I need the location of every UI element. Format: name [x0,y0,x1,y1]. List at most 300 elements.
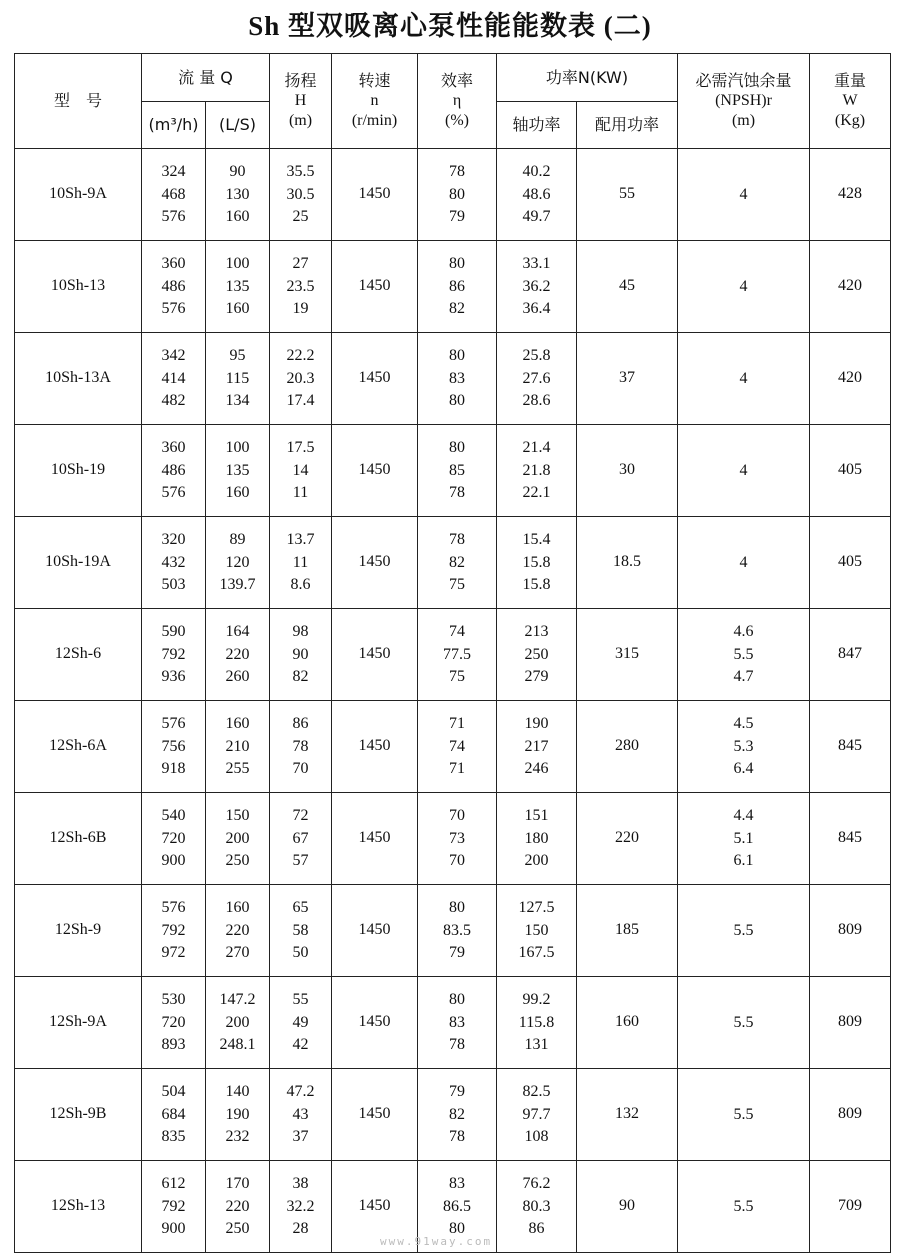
cell-flow-ls-value: 160 [225,300,250,318]
header-efficiency [418,54,497,149]
cell-weight: 845 [810,701,891,793]
cell-npsh [678,333,810,425]
cell-rated-power: 132 [577,1069,678,1161]
cell-shaft-power-value: 180 [524,829,549,847]
cell-rated-power: 185 [577,885,678,977]
cell-speed: 1450 [332,241,418,333]
cell-efficiency-value: 70 [449,807,465,825]
cell-rated-power: 280 [577,701,678,793]
cell-flow-ls-value: 130 [225,185,250,203]
cell-head-value: 20.3 [286,369,315,387]
cell-head-value: 67 [292,829,309,847]
cell-shaft-power [497,425,577,517]
header-weight-label: 重量 [834,71,867,90]
cell-npsh [678,149,810,241]
cell-head-value: 42 [292,1036,309,1054]
cell-efficiency [418,1069,497,1161]
cell-flow-ls-value: 160 [225,899,250,917]
cell-shaft-power-value: 200 [524,852,549,870]
cell-head-value: 49 [292,1013,309,1031]
cell-shaft-power-value: 150 [524,921,549,939]
cell-flow-m3h-value: 320 [161,531,186,549]
cell-efficiency-value: 79 [449,944,465,962]
cell-efficiency-value: 80 [449,439,465,457]
cell-efficiency-value: 71 [449,760,465,778]
cell-efficiency-value: 80 [449,392,465,410]
cell-shaft-power [497,1069,577,1161]
cell-speed: 1450 [332,609,418,701]
cell-npsh-value: 6.1 [733,852,754,870]
table-row [15,241,891,333]
cell-shaft-power-value: 86 [528,1220,545,1238]
cell-flow-ls [206,1161,270,1253]
cell-flow-m3h-value: 792 [161,921,186,939]
cell-efficiency-value: 83 [449,1013,465,1031]
cell-shaft-power-value: 80.3 [522,1197,551,1215]
cell-rated-power: 30 [577,425,678,517]
cell-npsh-value: 4 [739,185,748,203]
cell-efficiency [418,425,497,517]
cell-rated-power: 37 [577,333,678,425]
cell-npsh [678,1161,810,1253]
cell-shaft-power-value: 15.8 [522,553,551,571]
cell-efficiency-value: 80 [449,255,465,273]
cell-flow-ls-value: 190 [225,1105,250,1123]
header-head [270,54,332,149]
cell-flow-ls-value: 139.7 [219,576,256,594]
cell-weight: 405 [810,517,891,609]
cell-rated-power: 315 [577,609,678,701]
cell-flow-m3h [142,333,206,425]
cell-shaft-power-value: 49.7 [522,208,551,226]
cell-shaft-power-value: 279 [524,668,549,686]
cell-flow-ls-value: 95 [229,347,246,365]
cell-npsh-value: 4 [739,461,748,479]
cell-npsh [678,1069,810,1161]
cell-npsh [678,701,810,793]
cell-flow-ls-value: 260 [225,668,250,686]
cell-efficiency-value: 80 [449,1220,465,1238]
header-flow-unit-m3h: (m³/h) [142,102,206,149]
cell-flow-m3h-value: 936 [161,668,186,686]
cell-flow-m3h-value: 612 [161,1175,186,1193]
cell-shaft-power-value: 131 [524,1036,549,1054]
cell-flow-ls-value: 248.1 [219,1036,256,1054]
cell-shaft-power-value: 115.8 [518,1013,555,1031]
cell-shaft-power [497,1161,577,1253]
header-flow-unit-ls: (L/S) [206,102,270,149]
cell-efficiency-value: 80 [449,185,465,203]
cell-flow-m3h-value: 590 [161,623,186,641]
cell-flow-m3h-value: 893 [161,1036,186,1054]
cell-efficiency-value: 82 [449,300,465,318]
cell-head-value: 30.5 [286,185,315,203]
header-weight-unit: (Kg) [834,112,866,129]
cell-flow-m3h-value: 918 [161,760,186,778]
cell-speed: 1450 [332,333,418,425]
watermark: www.91way.com [380,1235,493,1248]
cell-efficiency-value: 75 [449,668,465,686]
cell-head-value: 38 [292,1175,309,1193]
cell-shaft-power-value: 21.8 [522,461,551,479]
header-flow: 流 量 Q [142,54,270,102]
cell-model: 12Sh-13 [15,1161,142,1253]
cell-head-value: 50 [292,944,309,962]
table-row [15,517,891,609]
cell-npsh-value: 5.1 [733,829,754,847]
cell-npsh [678,885,810,977]
cell-efficiency [418,885,497,977]
cell-shaft-power [497,333,577,425]
table-row [15,1069,891,1161]
cell-speed: 1450 [332,977,418,1069]
table-row [15,609,891,701]
cell-flow-m3h-value: 576 [161,899,186,917]
cell-flow-m3h [142,517,206,609]
cell-head [270,609,332,701]
cell-shaft-power [497,609,577,701]
cell-efficiency [418,517,497,609]
cell-model: 12Sh-6A [15,701,142,793]
cell-efficiency-value: 78 [449,531,465,549]
cell-head-value: 8.6 [290,576,311,594]
cell-shaft-power-value: 151 [524,807,549,825]
cell-head-value: 65 [292,899,309,917]
header-npsh [678,54,810,149]
cell-flow-m3h-value: 486 [161,461,186,479]
cell-model: 10Sh-19 [15,425,142,517]
cell-flow-ls-value: 135 [225,461,250,479]
cell-efficiency [418,149,497,241]
cell-flow-m3h-value: 503 [161,576,186,594]
cell-flow-ls-value: 250 [225,852,250,870]
cell-model: 12Sh-9 [15,885,142,977]
cell-flow-m3h [142,885,206,977]
cell-head-value: 13.7 [286,531,315,549]
cell-head [270,885,332,977]
cell-head-value: 98 [292,623,309,641]
cell-flow-ls-value: 160 [225,484,250,502]
cell-shaft-power-value: 15.8 [522,576,551,594]
cell-head [270,517,332,609]
cell-flow-m3h-value: 504 [161,1083,186,1101]
table-row [15,425,891,517]
cell-flow-ls-value: 150 [225,807,250,825]
cell-shaft-power-value: 21.4 [522,439,551,457]
cell-shaft-power-value: 33.1 [522,255,551,273]
cell-shaft-power-value: 36.2 [522,277,551,295]
cell-flow-m3h [142,241,206,333]
cell-npsh [678,241,810,333]
cell-model: 10Sh-19A [15,517,142,609]
cell-npsh-value: 4.5 [733,715,754,733]
cell-flow-ls [206,701,270,793]
cell-head-value: 22.2 [286,347,315,365]
cell-head-value: 28 [292,1220,309,1238]
cell-flow-ls-value: 232 [225,1128,250,1146]
cell-weight: 420 [810,333,891,425]
cell-flow-ls-value: 170 [225,1175,250,1193]
cell-head-value: 57 [292,852,309,870]
cell-flow-ls-value: 89 [229,531,246,549]
cell-npsh [678,517,810,609]
header-eff-unit: (%) [445,112,469,129]
cell-flow-ls-value: 160 [225,208,250,226]
cell-head [270,701,332,793]
header-npsh-label: 必需汽蚀余量 [695,71,792,90]
cell-model: 10Sh-13A [15,333,142,425]
cell-flow-ls-value: 147.2 [219,991,256,1009]
cell-head-value: 17.4 [286,392,315,410]
pump-performance-table [14,53,891,1253]
cell-shaft-power [497,793,577,885]
cell-head [270,977,332,1069]
table-body [15,149,891,1253]
cell-efficiency-value: 82 [449,553,465,571]
cell-shaft-power-value: 28.6 [522,392,551,410]
cell-flow-ls-value: 200 [225,829,250,847]
cell-head [270,149,332,241]
cell-flow-ls-value: 134 [225,392,250,410]
cell-flow-ls [206,1069,270,1161]
cell-npsh-value: 5.5 [733,1013,754,1031]
cell-efficiency [418,333,497,425]
cell-flow-ls-value: 220 [225,1197,250,1215]
cell-shaft-power-value: 25.8 [522,347,551,365]
header-eff-symbol: η [452,92,462,109]
table-row [15,977,891,1069]
cell-efficiency-value: 83 [449,1175,465,1193]
cell-flow-m3h-value: 720 [161,1013,186,1031]
cell-flow-ls [206,149,270,241]
cell-shaft-power [497,149,577,241]
cell-flow-m3h-value: 576 [161,300,186,318]
cell-efficiency-value: 83 [449,369,465,387]
header-npsh-unit: (m) [731,112,756,129]
cell-shaft-power-value: 76.2 [522,1175,551,1193]
cell-head-value: 37 [292,1128,309,1146]
cell-efficiency [418,793,497,885]
header-speed-label: 转速 [358,71,391,90]
cell-flow-ls [206,609,270,701]
cell-head-value: 35.5 [286,163,315,181]
cell-model: 12Sh-9A [15,977,142,1069]
cell-shaft-power-value: 246 [524,760,549,778]
cell-flow-m3h-value: 486 [161,277,186,295]
cell-flow-ls-value: 160 [225,715,250,733]
cell-shaft-power-value: 82.5 [522,1083,551,1101]
cell-flow-m3h-value: 792 [161,1197,186,1215]
cell-flow-ls-value: 255 [225,760,250,778]
cell-head-value: 32.2 [286,1197,315,1215]
cell-head [270,241,332,333]
cell-shaft-power-value: 27.6 [522,369,551,387]
cell-efficiency [418,241,497,333]
cell-efficiency-value: 80 [449,347,465,365]
cell-speed: 1450 [332,517,418,609]
cell-efficiency-value: 80 [449,991,465,1009]
cell-npsh-value: 4.7 [733,668,754,686]
cell-flow-m3h-value: 792 [161,645,186,663]
cell-shaft-power [497,517,577,609]
cell-speed: 1450 [332,885,418,977]
cell-flow-m3h [142,425,206,517]
cell-flow-m3h-value: 900 [161,852,186,870]
cell-flow-m3h [142,793,206,885]
cell-efficiency-value: 75 [449,576,465,594]
cell-head-value: 17.5 [286,439,315,457]
cell-flow-m3h-value: 482 [161,392,186,410]
cell-flow-ls [206,425,270,517]
cell-efficiency-value: 73 [449,829,465,847]
cell-efficiency-value: 78 [449,484,465,502]
cell-shaft-power-value: 167.5 [518,944,555,962]
cell-npsh [678,977,810,1069]
cell-flow-ls-value: 115 [225,369,250,387]
cell-flow-m3h-value: 530 [161,991,186,1009]
cell-shaft-power-value: 250 [524,645,549,663]
cell-efficiency-value: 70 [449,852,465,870]
cell-efficiency-value: 83.5 [443,921,471,939]
cell-rated-power: 160 [577,977,678,1069]
cell-flow-m3h [142,609,206,701]
cell-flow-m3h [142,149,206,241]
cell-shaft-power [497,977,577,1069]
cell-weight: 420 [810,241,891,333]
cell-rated-power: 220 [577,793,678,885]
cell-flow-m3h-value: 576 [161,715,186,733]
header-head-unit: (m) [288,112,313,129]
cell-flow-m3h-value: 360 [161,255,186,273]
cell-efficiency-value: 78 [449,1036,465,1054]
cell-flow-ls [206,517,270,609]
cell-head-value: 19 [292,300,309,318]
cell-efficiency [418,701,497,793]
cell-weight: 809 [810,885,891,977]
cell-flow-m3h-value: 720 [161,829,186,847]
cell-efficiency-value: 79 [449,208,465,226]
cell-flow-ls-value: 200 [225,1013,250,1031]
cell-efficiency-value: 86 [449,277,465,295]
cell-shaft-power-value: 15.4 [522,531,551,549]
cell-shaft-power-value: 213 [524,623,549,641]
cell-rated-power: 45 [577,241,678,333]
cell-flow-ls [206,241,270,333]
header-eff-label: 效率 [440,71,473,90]
cell-speed: 1450 [332,1069,418,1161]
cell-weight: 405 [810,425,891,517]
cell-efficiency-value: 85 [449,461,465,479]
table-row [15,149,891,241]
cell-flow-ls-value: 100 [225,439,250,457]
cell-npsh-value: 4 [739,277,748,295]
cell-flow-ls-value: 220 [225,645,250,663]
cell-flow-m3h-value: 900 [161,1220,186,1238]
cell-npsh-value: 5.5 [733,1105,754,1123]
table-row [15,701,891,793]
table-row [15,885,891,977]
cell-flow-m3h-value: 576 [161,484,186,502]
cell-shaft-power [497,701,577,793]
cell-speed: 1450 [332,701,418,793]
table-row [15,333,891,425]
cell-efficiency [418,977,497,1069]
cell-shaft-power-value: 127.5 [518,899,555,917]
cell-flow-m3h-value: 540 [161,807,186,825]
cell-npsh-value: 5.5 [733,921,754,939]
cell-speed: 1450 [332,1161,418,1253]
header-weight [810,54,891,149]
header-weight-symbol: W [842,92,858,109]
cell-rated-power: 18.5 [577,517,678,609]
cell-shaft-power-value: 217 [524,737,549,755]
cell-head-value: 47.2 [286,1083,315,1101]
cell-speed: 1450 [332,149,418,241]
cell-flow-m3h [142,701,206,793]
cell-shaft-power-value: 40.2 [522,163,551,181]
cell-flow-m3h [142,977,206,1069]
cell-efficiency-value: 79 [449,1083,465,1101]
cell-flow-ls-value: 135 [225,277,250,295]
cell-flow-m3h-value: 414 [161,369,186,387]
cell-rated-power: 55 [577,149,678,241]
cell-shaft-power-value: 108 [524,1128,549,1146]
cell-flow-m3h-value: 360 [161,439,186,457]
cell-model: 10Sh-13 [15,241,142,333]
cell-speed: 1450 [332,425,418,517]
cell-shaft-power-value: 190 [524,715,549,733]
cell-npsh-value: 5.3 [733,737,754,755]
header-rated-power: 配用功率 [577,102,678,149]
header-model: 型 号 [15,54,142,149]
cell-flow-m3h-value: 756 [161,737,186,755]
cell-head [270,1069,332,1161]
cell-npsh-value: 4 [739,553,748,571]
cell-shaft-power-value: 36.4 [522,300,551,318]
cell-head-value: 11 [292,553,309,571]
cell-head-value: 86 [292,715,309,733]
cell-npsh-value: 4.6 [733,623,754,641]
cell-head-value: 70 [292,760,309,778]
header-speed [332,54,418,149]
cell-efficiency-value: 77.5 [443,645,471,663]
cell-npsh-value: 6.4 [733,760,754,778]
cell-rated-power: 90 [577,1161,678,1253]
cell-efficiency [418,609,497,701]
cell-flow-m3h [142,1161,206,1253]
cell-flow-ls-value: 120 [225,553,250,571]
cell-shaft-power [497,885,577,977]
cell-npsh-value: 4.4 [733,807,754,825]
header-power: 功率N(KW) [497,54,678,102]
cell-model: 10Sh-9A [15,149,142,241]
cell-efficiency-value: 71 [449,715,465,733]
cell-flow-m3h-value: 684 [161,1105,186,1123]
cell-flow-m3h-value: 972 [161,944,186,962]
cell-flow-ls [206,885,270,977]
cell-head [270,333,332,425]
cell-efficiency-value: 78 [449,1128,465,1146]
cell-flow-m3h-value: 468 [161,185,186,203]
cell-head-value: 72 [292,807,309,825]
cell-shaft-power [497,241,577,333]
cell-efficiency-value: 74 [449,623,465,641]
cell-flow-ls-value: 100 [225,255,250,273]
cell-npsh [678,425,810,517]
cell-flow-ls-value: 270 [225,944,250,962]
cell-efficiency-value: 86.5 [443,1197,471,1215]
cell-head [270,1161,332,1253]
